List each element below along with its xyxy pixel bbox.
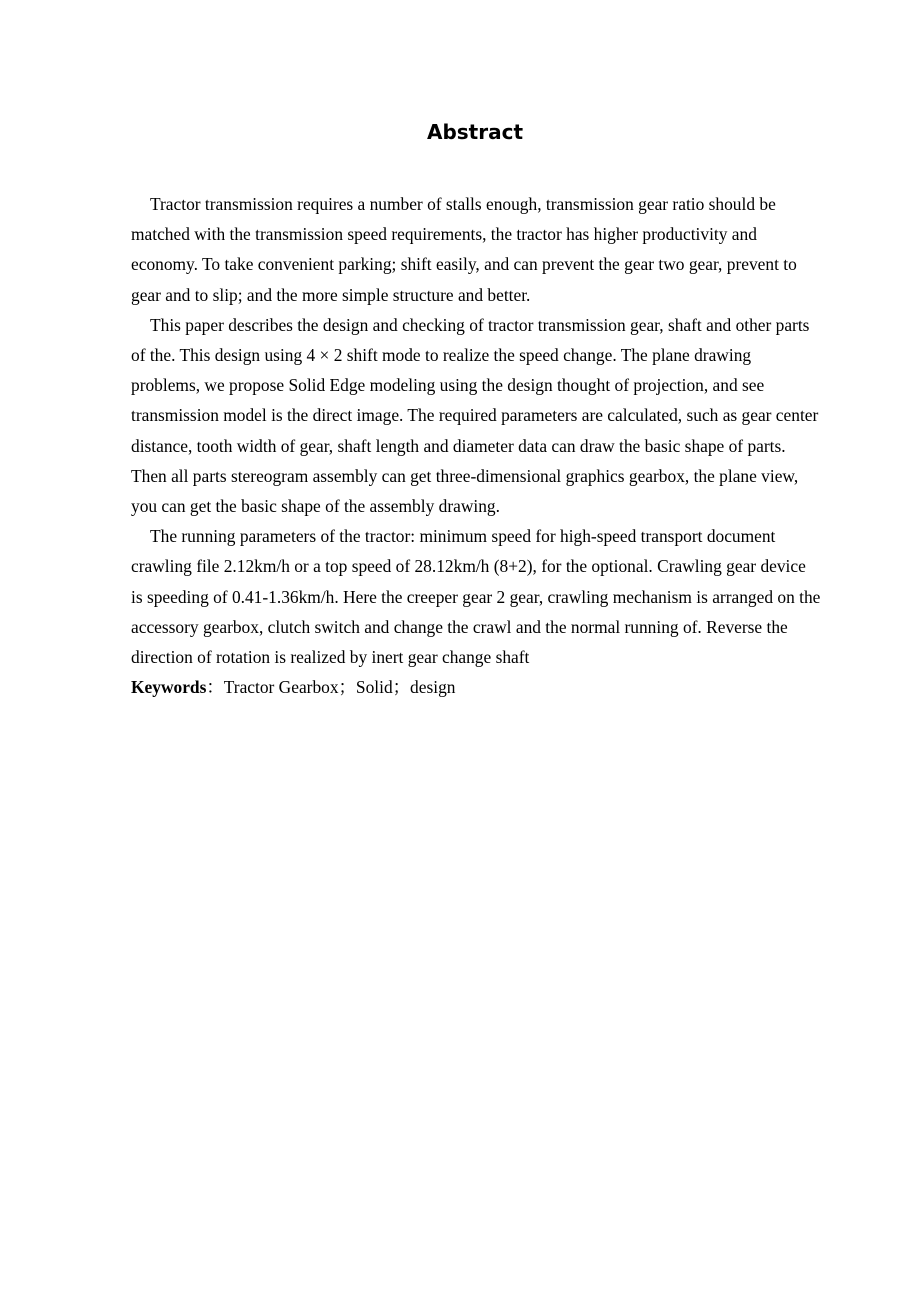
abstract-paragraph-2: This paper describes the design and checking of tractor transmission gear, shaft and other parts of the. This design using 4 × 2 shift mode to realize the speed change. The plane drawing problems, we propose Solid Edge modeling using the design thought of projection, and see transmission model is the direct image. The required parameters are calculated, such as gear center distance, tooth width of gear, shaft length and diameter data can draw the basic shape of parts. Then all parts stereogram assembly can get three-dimensional graphics gearbox, the plane view, you can get the basic shape of the assembly drawing. <box>131 314 819 517</box>
keywords-text: Tractor Gearbox；Solid；design <box>223 677 456 698</box>
abstract-title: Abstract <box>426 120 524 144</box>
keywords-line <box>131 672 821 702</box>
abstract-paragraph-3: The running parameters of the tractor: minimum speed for high-speed transport document crawling file 2.12km/h or a top speed of 28.12km/h (8+2), for the optional. Crawling gear device is speeding of 0.41-1.36km/h. Here the creeper gear 2 gear, crawling mechanism is arranged on the accessory gearbox, clutch switch and change the crawl and the normal running of. Reverse the direction of rotation is realized by inert gear change shaft <box>131 526 821 668</box>
abstract-body <box>131 189 821 702</box>
abstract-paragraph-1: Tractor transmission requires a number of stalls enough, transmission gear ratio should be matched with the transmission speed requirements, the tractor has higher productivity and economy. To take convenient parking; shift easily, and can prevent the gear two gear, prevent to gear and to slip; and the more simple structure and better. <box>131 194 797 305</box>
keywords-separator: ： <box>206 677 224 698</box>
keywords-label: Keywords <box>131 677 207 698</box>
